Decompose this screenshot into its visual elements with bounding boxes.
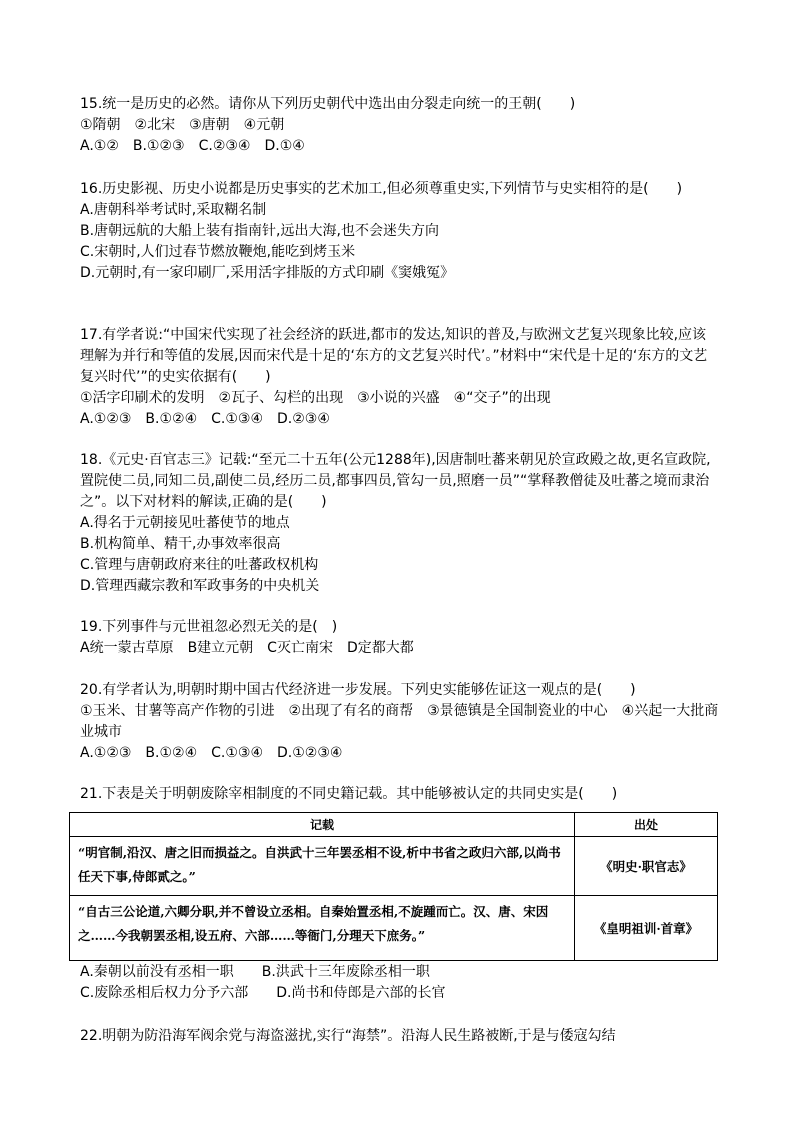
question-18-option-d: D.管理西藏宗教和军政事务的中央机关 (80, 578, 320, 594)
question-19 (80, 617, 720, 659)
record-cell: “自古三公论道,六卿分职,并不曾设立丞相。自秦始置丞相,不旋踵而亡。汉、唐、宋因之……今我朝罢丞相,设五府、六部……等衙门,分理天下庶务。” (70, 896, 575, 961)
question-20-stem: 20.有学者认为,明朝时期中国古代经济进一步发展。下列史实能够佐证这一观点的是( ) (80, 682, 636, 698)
header-source: 出处 (575, 813, 718, 837)
question-21-options-line1: A.秦朝以前没有丞相一职 B.洪武十三年废除丞相一职 (80, 964, 430, 980)
question-17 (80, 325, 720, 430)
question-16-stem: 16.历史影视、历史小说都是历史事实的艺术加工,但必须尊重史实,下列情节与史实相符的是( ) (80, 181, 683, 197)
question-17-items: ①活字印刷术的发明 ②瓦子、勾栏的出现 ③小说的兴盛 ④“交子”的出现 (80, 390, 551, 406)
question-16-option-b: B.唐朝远航的大船上装有指南针,远出大海,也不会迷失方向 (80, 223, 439, 239)
record-table-header (70, 813, 718, 837)
question-18-option-c: C.管理与唐朝政府来往的吐蕃政权机构 (80, 557, 319, 573)
question-20-items: ①玉米、甘薯等高产作物的引进 ②出现了有名的商帮 ③景德镇是全国制瓷业的中心 ④兴起一大批商业城市 (80, 703, 719, 740)
question-15 (80, 94, 720, 157)
question-21-stem: 21.下表是关于明朝废除宰相制度的不同史籍记载。其中能够被认定的共同史实是( ) (80, 786, 618, 802)
question-19-options: A统一蒙古草原 B建立元朝 C灭亡南宋 D定都大都 (80, 640, 414, 656)
record-cell: “明官制,沿汉、唐之旧而损益之。自洪武十三年罢丞相不设,析中书省之政归六部,以尚书任天下事,侍郎贰之。” (70, 837, 575, 896)
question-15-stem: 15.统一是历史的必然。请你从下列历史朝代中选出由分裂走向统一的王朝( ) (80, 96, 576, 112)
header-record: 记载 (70, 813, 575, 837)
question-16 (80, 179, 720, 284)
question-18-stem: 18.《元史·百官志三》记载:“至元二十五年(公元1288年),因唐制吐蕃来朝见於宣政殿之故,更名宣政院,置院使二员,同知二员,副使二员,经历二员,都事四员,管勾一员,照磨一员”“掌释教僧徒及吐蕃之境而隶治之”。以下对材料的解读,正确的是( ) (80, 452, 711, 510)
question-19-stem: 19.下列事件与元世祖忽必烈无关的是( ) (80, 619, 338, 635)
question-21-options-line2: C.废除丞相后权力分予六部 D.尚书和侍郎是六部的长官 (80, 985, 446, 1001)
question-18 (80, 450, 720, 597)
table-row (70, 837, 718, 896)
question-17-options: A.①②③ B.①②④ C.①③④ D.②③④ (80, 411, 330, 427)
question-16-option-a: A.唐朝科举考试时,采取糊名制 (80, 202, 267, 218)
question-20 (80, 680, 720, 764)
question-18-option-b: B.机构简单、精干,办事效率很高 (80, 536, 281, 552)
question-21-options (80, 962, 720, 1004)
question-15-items: ①隋朝 ②北宋 ③唐朝 ④元朝 (80, 117, 285, 133)
question-22 (80, 1026, 720, 1047)
source-cell: 《皇明祖训·首章》 (575, 896, 718, 961)
question-21 (80, 784, 720, 805)
source-cell: 《明史·职官志》 (575, 837, 718, 896)
record-table (69, 812, 718, 961)
question-22-stem: 22.明朝为防沿海军阀余党与海盗滋扰,实行“海禁”。沿海人民生路被断,于是与倭寇勾结 (80, 1028, 616, 1044)
question-17-stem: 17.有学者说:“中国宋代实现了社会经济的跃进,都市的发达,知识的普及,与欧洲文艺复兴现象比较,应该理解为并行和等值的发展,因而宋代是十足的‘东方的文艺复兴时代’。”材料中“宋代是十足的‘东方的文艺复兴时代’”的史实依据有( ) (80, 327, 708, 385)
question-16-option-d: D.元朝时,有一家印刷厂,采用活字排版的方式印刷《窦娥冤》 (80, 265, 455, 281)
table-row (70, 896, 718, 961)
question-16-option-c: C.宋朝时,人们过春节燃放鞭炮,能吃到烤玉米 (80, 244, 356, 260)
question-15-options: A.①② B.①②③ C.②③④ D.①④ (80, 138, 305, 154)
question-20-options: A.①②③ B.①②④ C.①③④ D.①②③④ (80, 745, 343, 761)
question-18-option-a: A.得名于元朝接见吐蕃使节的地点 (80, 515, 290, 531)
